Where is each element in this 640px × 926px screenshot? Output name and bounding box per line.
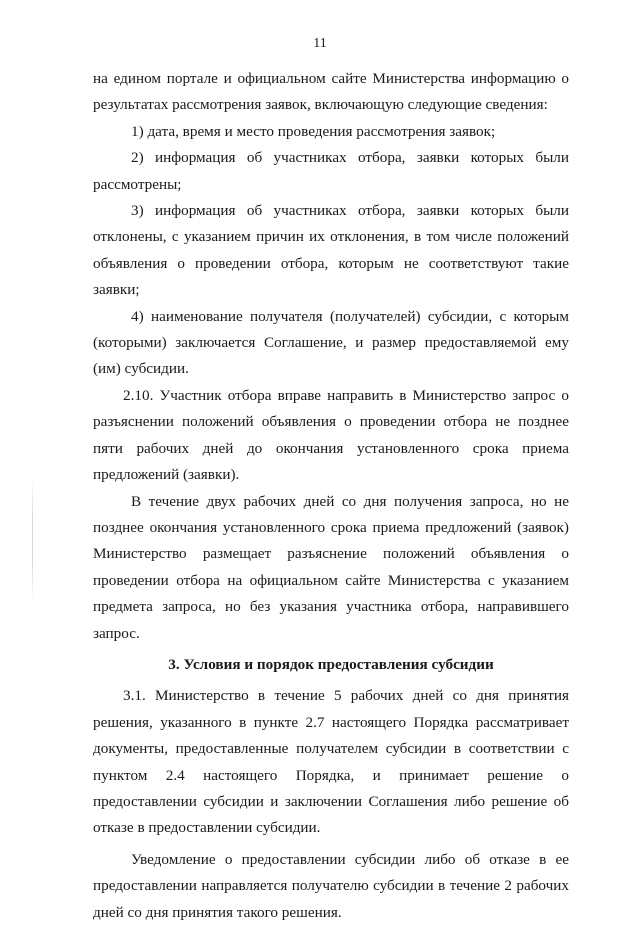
- paragraph-clarification: В течение двух рабочих дней со дня получения запроса, но не позднее окончания установленного срока приема предложений (заявок) Министерство размещает разъяснение положений объявления о проведении отбора на официальном сайте Министерства с указанием предмета запроса, но без указания участника отбора, направившего запрос.: [93, 492, 569, 642]
- list-item-1: 1) дата, время и место проведения рассмотрения заявок;: [131, 122, 496, 140]
- list-item-4: 4) наименование получателя (получателей) субсидии, с которым (которыми) заключается Соглашение, и размер предоставляемой ему (им) субсидии.: [93, 307, 569, 378]
- clause-2-10: 2.10. Участник отбора вправе направить в Министерство запрос о разъяснении положений объявления о проведении отбора не позднее пяти рабочих дней до окончания установленного срока приема предложений (заявки).: [93, 386, 569, 484]
- clause-3-1: 3.1. Министерство в течение 5 рабочих дней со дня принятия решения, указанного в пункте 2.7 настоящего Порядка рассматривает документы, предоставленные получателем субсидии в соответствии с пунктом 2.4 настоящего Порядка, и принимает решение о предоставлении субсидии и заключении Соглашения либо решение об отказе в предоставлении субсидии.: [93, 687, 569, 837]
- section-heading: 3. Условия и порядок предоставления субсидии: [168, 655, 494, 673]
- page-number: 11: [313, 36, 327, 51]
- list-item-3: 3) информация об участниках отбора, заявки которых были отклонены, с указанием причин их отклонения, в том числе положений объявления о проведении отбора, которым не соответствуют такие заявки;: [93, 202, 569, 299]
- scan-margin-mark: [32, 480, 33, 600]
- paragraph-notification: Уведомление о предоставлении субсидии либо об отказе в ее предоставлении направляется получателю субсидии в течение 2 рабочих дней со дня принятия такого решения.: [93, 850, 569, 921]
- list-item-2: 2) информация об участниках отбора, заявки которых были рассмотрены;: [93, 149, 569, 193]
- paragraph-intro: на едином портале и официальном сайте Министерства информацию о результатах рассмотрения заявок, включающую следующие сведения:: [93, 70, 569, 114]
- document-body: [93, 66, 569, 926]
